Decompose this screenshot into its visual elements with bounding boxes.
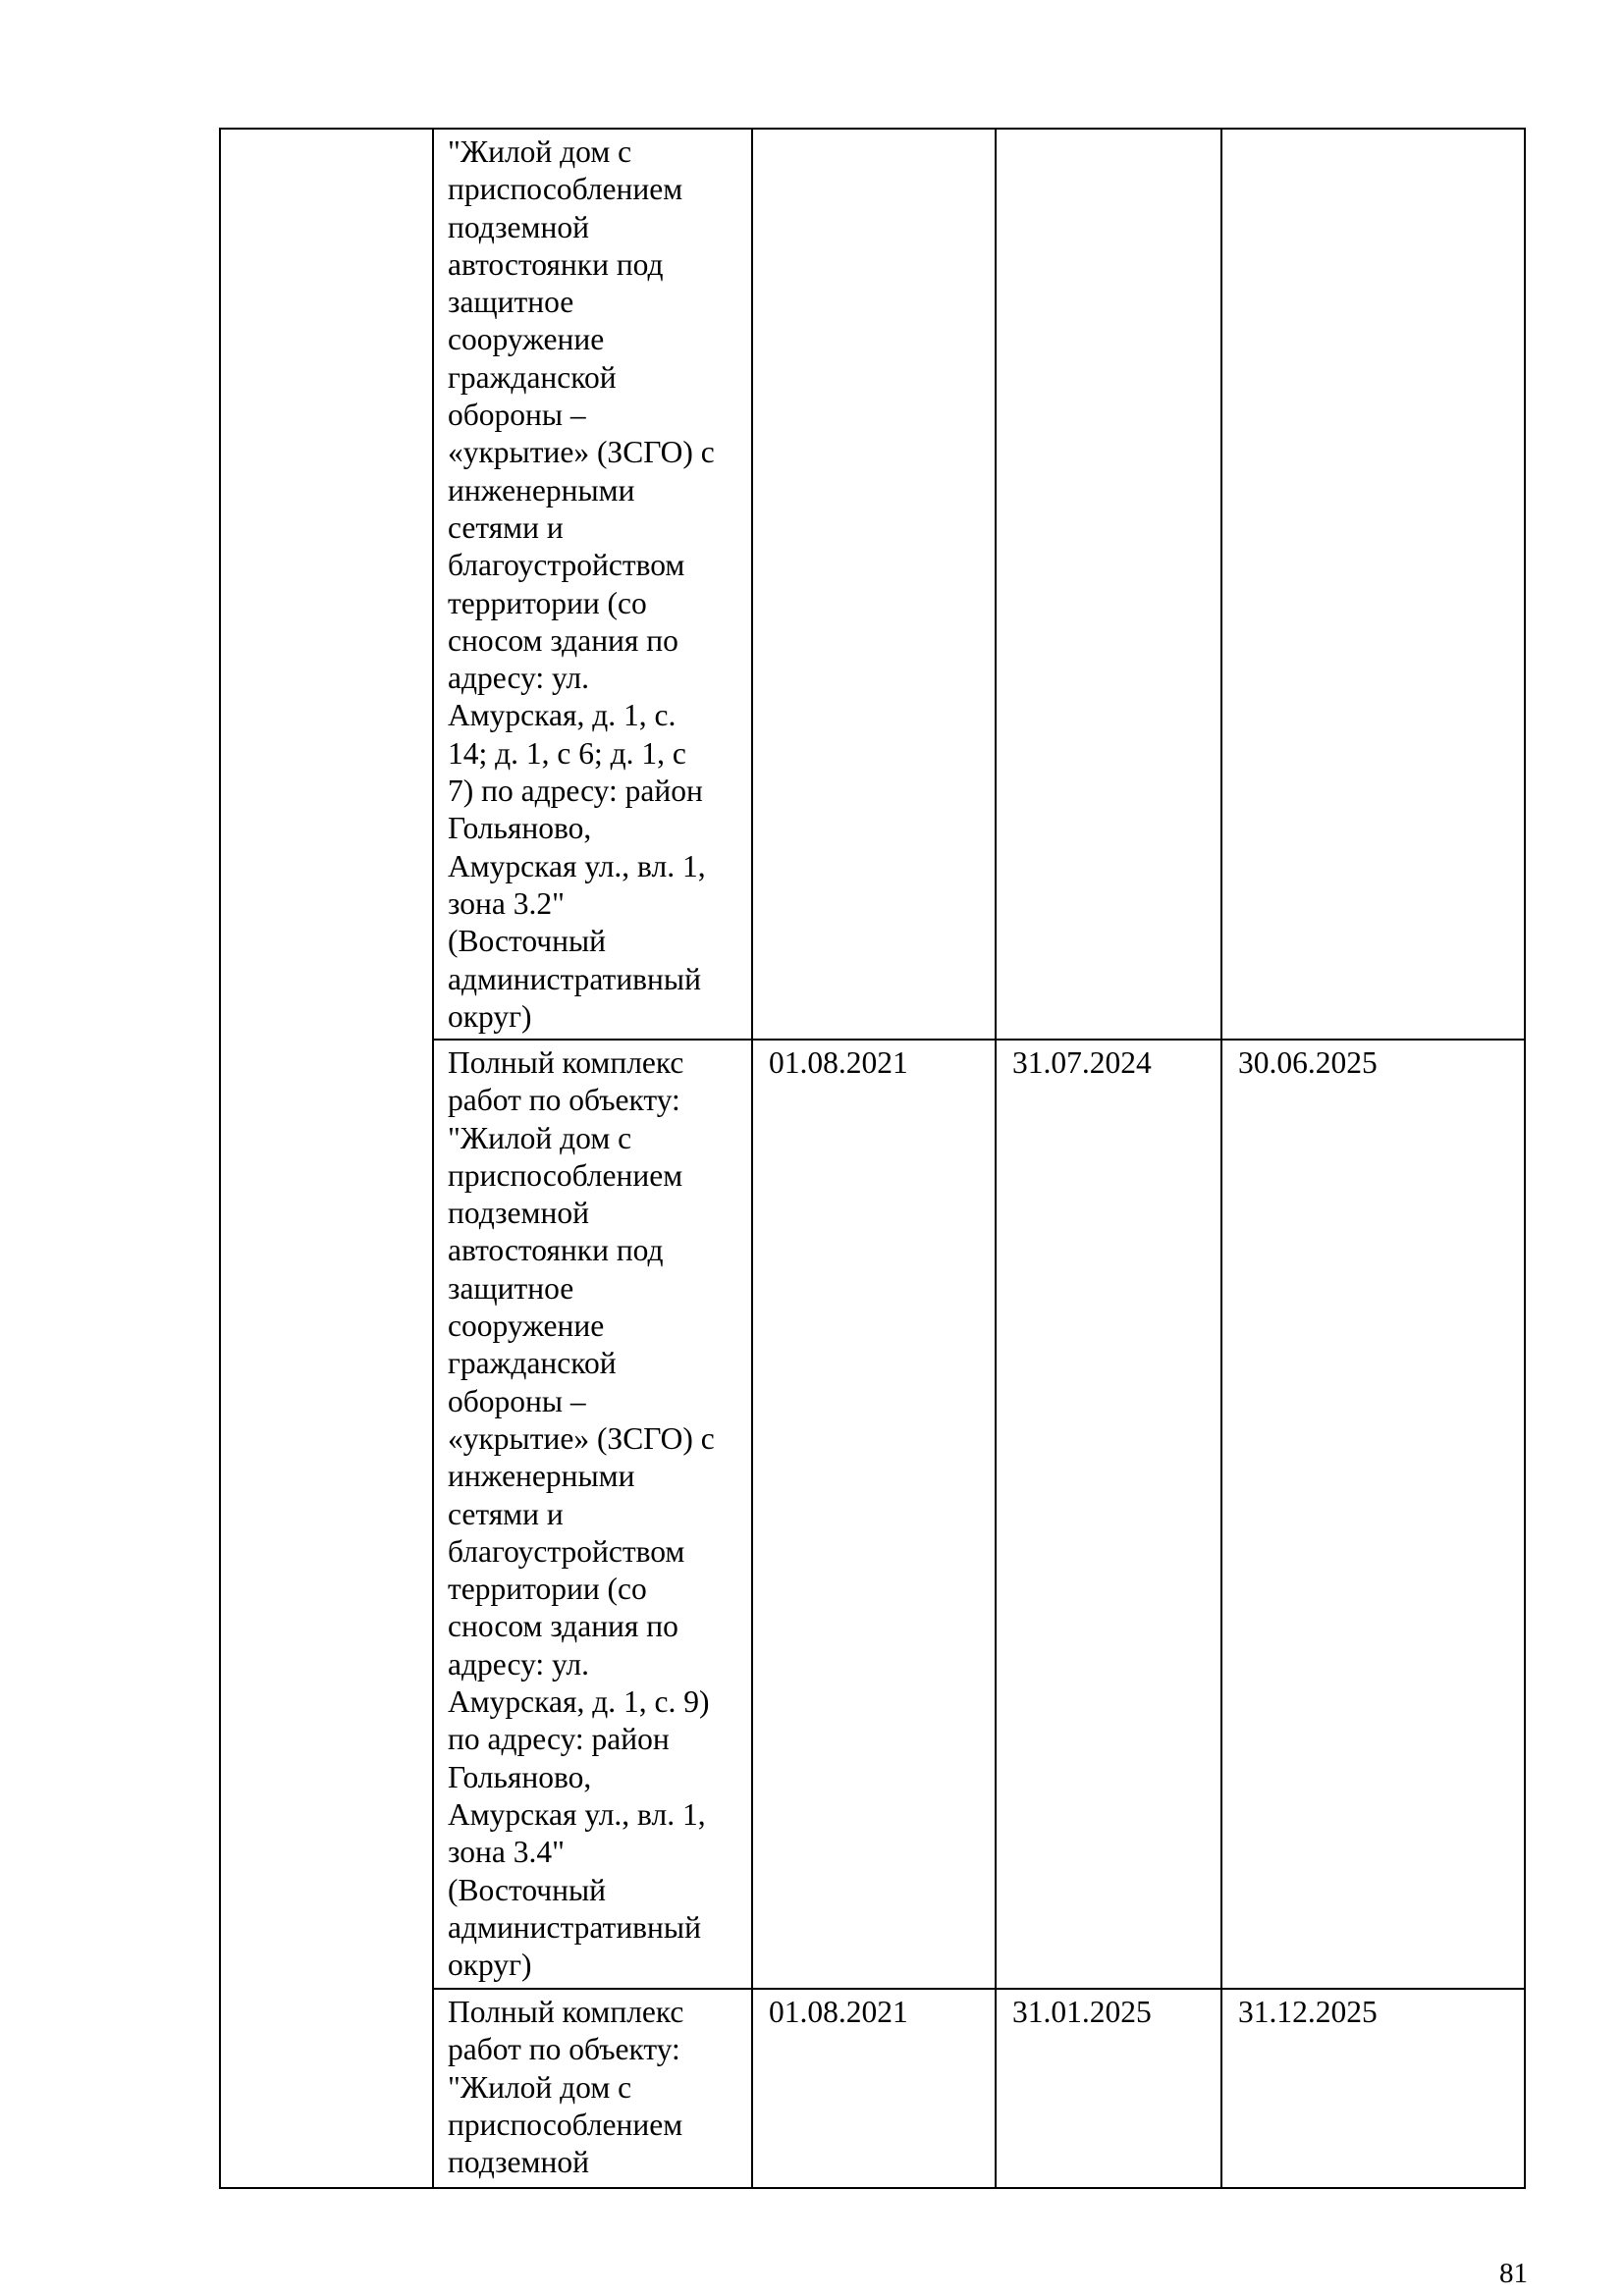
description-line: зона 3.4" bbox=[448, 1835, 565, 1870]
object-description-cell bbox=[433, 129, 752, 1040]
description-line: благоустройством bbox=[448, 1533, 685, 1569]
description-line: зона 3.2" bbox=[448, 885, 565, 921]
description-line: сетями и bbox=[448, 509, 564, 545]
description-line: обороны – bbox=[448, 1383, 586, 1418]
object-description-cell bbox=[433, 1989, 752, 2188]
description-line: 14; д. 1, с 6; д. 1, с bbox=[448, 735, 686, 771]
object-description bbox=[448, 1994, 745, 2181]
description-line: автостоянки под bbox=[448, 1233, 664, 1268]
object-description bbox=[448, 133, 745, 1036]
description-line: подземной bbox=[448, 209, 589, 244]
description-line: "Жилой дом с bbox=[448, 134, 632, 169]
completion-date-cell bbox=[996, 129, 1221, 1040]
description-line: "Жилой дом с bbox=[448, 1120, 632, 1155]
description-line: адресу: ул. bbox=[448, 661, 590, 696]
start-date-cell: 01.08.2021 bbox=[752, 1989, 996, 2188]
description-line: (Восточный bbox=[448, 1872, 607, 1907]
description-line: приспособлением bbox=[448, 1157, 683, 1193]
completion-date-cell: 31.07.2024 bbox=[996, 1040, 1221, 1989]
start-date-cell bbox=[752, 129, 996, 1040]
object-description-cell bbox=[433, 1040, 752, 1989]
description-line: административный bbox=[448, 1909, 701, 1945]
description-line: сносом здания по bbox=[448, 622, 678, 658]
description-line: сетями и bbox=[448, 1496, 564, 1531]
table-side-cell bbox=[220, 129, 433, 2188]
description-line: Полный комплекс bbox=[448, 1045, 684, 1080]
description-line: Амурская ул., вл. 1, bbox=[448, 1796, 706, 1832]
start-date-cell: 01.08.2021 bbox=[752, 1040, 996, 1989]
description-line: Гольяново, bbox=[448, 1759, 592, 1794]
description-line: инженерными bbox=[448, 472, 635, 507]
schedule-table bbox=[219, 128, 1526, 2189]
description-line: Гольяново, bbox=[448, 811, 592, 846]
final-date-cell: 30.06.2025 bbox=[1221, 1040, 1525, 1989]
description-line: сооружение bbox=[448, 322, 605, 357]
description-line: "Жилой дом с bbox=[448, 2069, 632, 2105]
description-line: сооружение bbox=[448, 1308, 605, 1344]
final-date-cell bbox=[1221, 129, 1525, 1040]
description-line: Амурская ул., вл. 1, bbox=[448, 848, 706, 883]
description-line: защитное bbox=[448, 285, 574, 320]
description-line: территории (со bbox=[448, 1572, 647, 1607]
description-line: округ) bbox=[448, 1948, 532, 1983]
table-row bbox=[220, 129, 1525, 1040]
description-line: Амурская, д. 1, с. bbox=[448, 698, 677, 733]
description-line: адресу: ул. bbox=[448, 1646, 590, 1682]
description-line: административный bbox=[448, 961, 701, 996]
description-line: «укрытие» (ЗСГО) с bbox=[448, 1420, 715, 1456]
description-line: защитное bbox=[448, 1270, 574, 1306]
description-line: работ по объекту: bbox=[448, 2032, 680, 2067]
description-line: «укрытие» (ЗСГО) с bbox=[448, 435, 715, 470]
description-line: Полный комплекс bbox=[448, 1995, 684, 2029]
description-line: автостоянки под bbox=[448, 246, 664, 282]
final-date-cell: 31.12.2025 bbox=[1221, 1989, 1525, 2188]
description-line: инженерными bbox=[448, 1459, 635, 1494]
description-line: (Восточный bbox=[448, 924, 607, 959]
description-line: гражданской bbox=[448, 359, 617, 395]
description-line: приспособлением bbox=[448, 2107, 683, 2142]
description-line: приспособлением bbox=[448, 172, 683, 207]
description-line: подземной bbox=[448, 1196, 589, 1231]
description-line: Амурская, д. 1, с. 9) bbox=[448, 1684, 710, 1720]
description-line: округ) bbox=[448, 998, 532, 1034]
description-line: обороны – bbox=[448, 398, 586, 433]
description-line: работ по объекту: bbox=[448, 1083, 680, 1118]
description-line: 7) по адресу: район bbox=[448, 774, 703, 809]
description-line: по адресу: район bbox=[448, 1722, 670, 1757]
description-line: гражданской bbox=[448, 1346, 617, 1381]
description-line: подземной bbox=[448, 2145, 589, 2180]
description-line: территории (со bbox=[448, 585, 647, 620]
object-description bbox=[448, 1044, 745, 1984]
completion-date-cell: 31.01.2025 bbox=[996, 1989, 1221, 2188]
description-line: благоустройством bbox=[448, 548, 685, 583]
description-line: сносом здания по bbox=[448, 1609, 678, 1644]
page-number: 81 bbox=[1499, 2258, 1528, 2289]
